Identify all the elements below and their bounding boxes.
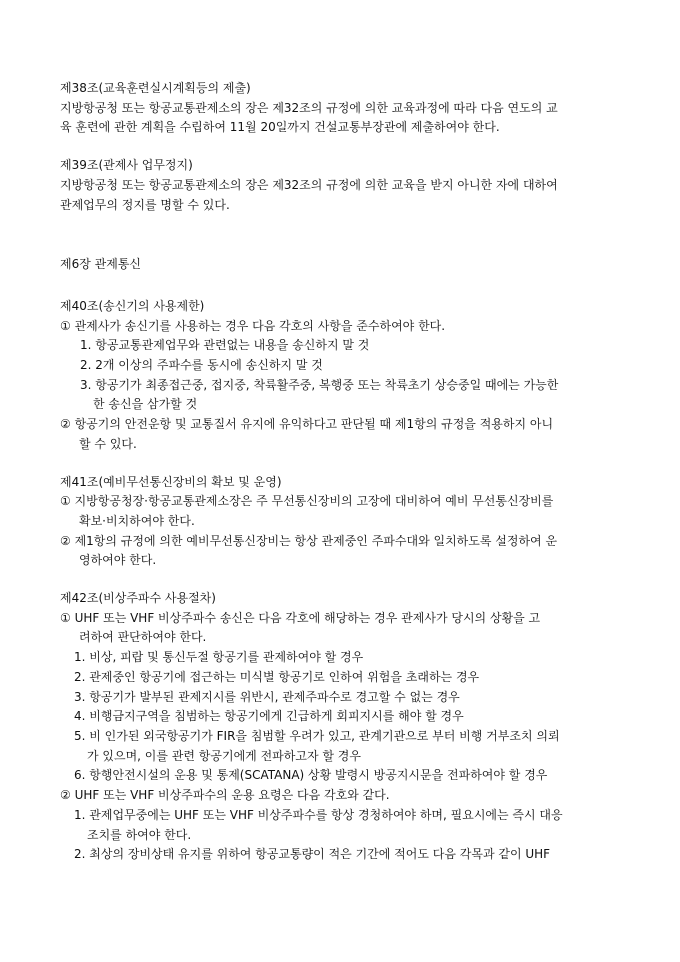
article-39-title: 제39조(관제사 업무정지)	[60, 158, 193, 173]
article-42-item-4: 4. 비행금지구역을 침범하는 항공기에게 긴급하게 회피지시를 해야 할 경우	[74, 709, 464, 724]
article-42-item-1: 1. 비상, 피랍 및 통신두절 항공기를 관제하여야 할 경우	[74, 650, 364, 665]
article-40-paragraph-2-cont: 할 수 있다.	[79, 436, 137, 451]
article-42-item-3: 3. 항공기가 발부된 관제지시를 위반시, 관제주파수로 경고할 수 없는 경우	[74, 689, 460, 704]
article-42-item-5-cont: 가 있으며, 이를 관련 항공기에게 전파하고자 할 경우	[87, 748, 361, 763]
article-40-paragraph-2: ② 항공기의 안전운항 및 교통질서 유지에 유익하다고 판단될 때 제1항의 규정을 적용하지 아니	[60, 417, 554, 432]
article-42-subitem-1: 1. 관제업무중에는 UHF 또는 VHF 비상주파수를 항상 경청하여야 하며, 필요시에는 즉시 대응	[74, 807, 563, 822]
article-42-title: 제42조(비상주파수 사용절차)	[60, 591, 216, 606]
document-body	[60, 79, 623, 865]
article-42-paragraph-1: ① UHF 또는 VHF 비상주파수 송신은 다음 각호에 해당하는 경우 관제사가 당시의 상황을 고	[60, 610, 541, 625]
article-40-item-1: 1. 항공교통관제업무와 관련없는 내용을 송신하지 말 것	[80, 338, 370, 353]
article-39-line-1: 지방항공청 또는 항공교통관제소의 장은 제32조의 규정에 의한 교육을 받지 아니한 자에 대하여	[60, 177, 558, 192]
article-40-title: 제40조(송신기의 사용제한)	[60, 298, 205, 313]
article-38-line-1: 지방항공청 또는 항공교통관제소의 장은 제32조의 규정에 의한 교육과정에 따라 다음 연도의 교	[60, 100, 558, 115]
article-42-item-5: 5. 비 인가된 외국항공기가 FIR을 침범할 우려가 있고, 관계기관으로 부터 비행 거부조치 의뢰	[74, 728, 560, 743]
article-38-line-2: 육 훈련에 관한 계획을 수립하여 11월 20일까지 건설교통부장관에 제출하여야 한다.	[60, 120, 500, 135]
article-42-subitem-1-cont: 조치를 하여야 한다.	[87, 827, 192, 842]
article-41-paragraph-1: ① 지방항공청장·항공교통관제소장은 주 무선통신장비의 고장에 대비하여 예비 무선통신장비를	[60, 494, 554, 509]
article-42-item-2: 2. 관제중인 항공기에 접근하는 미식별 항공기로 인하여 위험을 초래하는 경우	[74, 669, 480, 684]
article-38-title: 제38조(교육훈련실시계획등의 제출)	[60, 81, 251, 95]
article-41-paragraph-2: ② 제1항의 규정에 의한 예비무선통신장비는 항상 관제중인 주파수대와 일치하도록 설정하여 운	[60, 533, 558, 548]
article-40-item-2: 2. 2개 이상의 주파수를 동시에 송신하지 말 것	[80, 358, 323, 373]
article-41-paragraph-1-cont: 확보·비치하여야 한다.	[79, 513, 195, 528]
article-42-item-6: 6. 항행안전시설의 운용 및 통제(SCATANA) 상황 발령시 방공지시문을 전파하여야 할 경우	[74, 768, 548, 783]
article-40-item-3-cont: 한 송신을 삼가할 것	[93, 397, 198, 412]
article-40-item-3: 3. 항공기가 최종접근중, 접지중, 착륙활주중, 복행중 또는 착륙초기 상승중일 때에는 가능한	[80, 377, 559, 392]
article-41-title: 제41조(예비무선통신장비의 확보 및 운영)	[60, 474, 282, 489]
chapter-6-title: 제6장 관제통신	[60, 257, 142, 272]
article-39-line-2: 관제업무의 정지를 명할 수 있다.	[60, 197, 230, 212]
article-40-paragraph-1: ① 관제사가 송신기를 사용하는 경우 다음 각호의 사항을 준수하여야 한다.	[60, 318, 446, 333]
article-42-paragraph-2: ② UHF 또는 VHF 비상주파수의 운용 요령은 다음 각호와 같다.	[60, 788, 390, 803]
article-42-paragraph-1-cont: 려하여 판단하여야 한다.	[79, 630, 207, 645]
article-41-paragraph-2-cont: 영하여야 한다.	[79, 553, 157, 568]
article-42-subitem-2: 2. 최상의 장비상태 유지를 위하여 항공교통량이 적은 기간에 적어도 다음 각목과 같이 UHF	[74, 847, 551, 862]
